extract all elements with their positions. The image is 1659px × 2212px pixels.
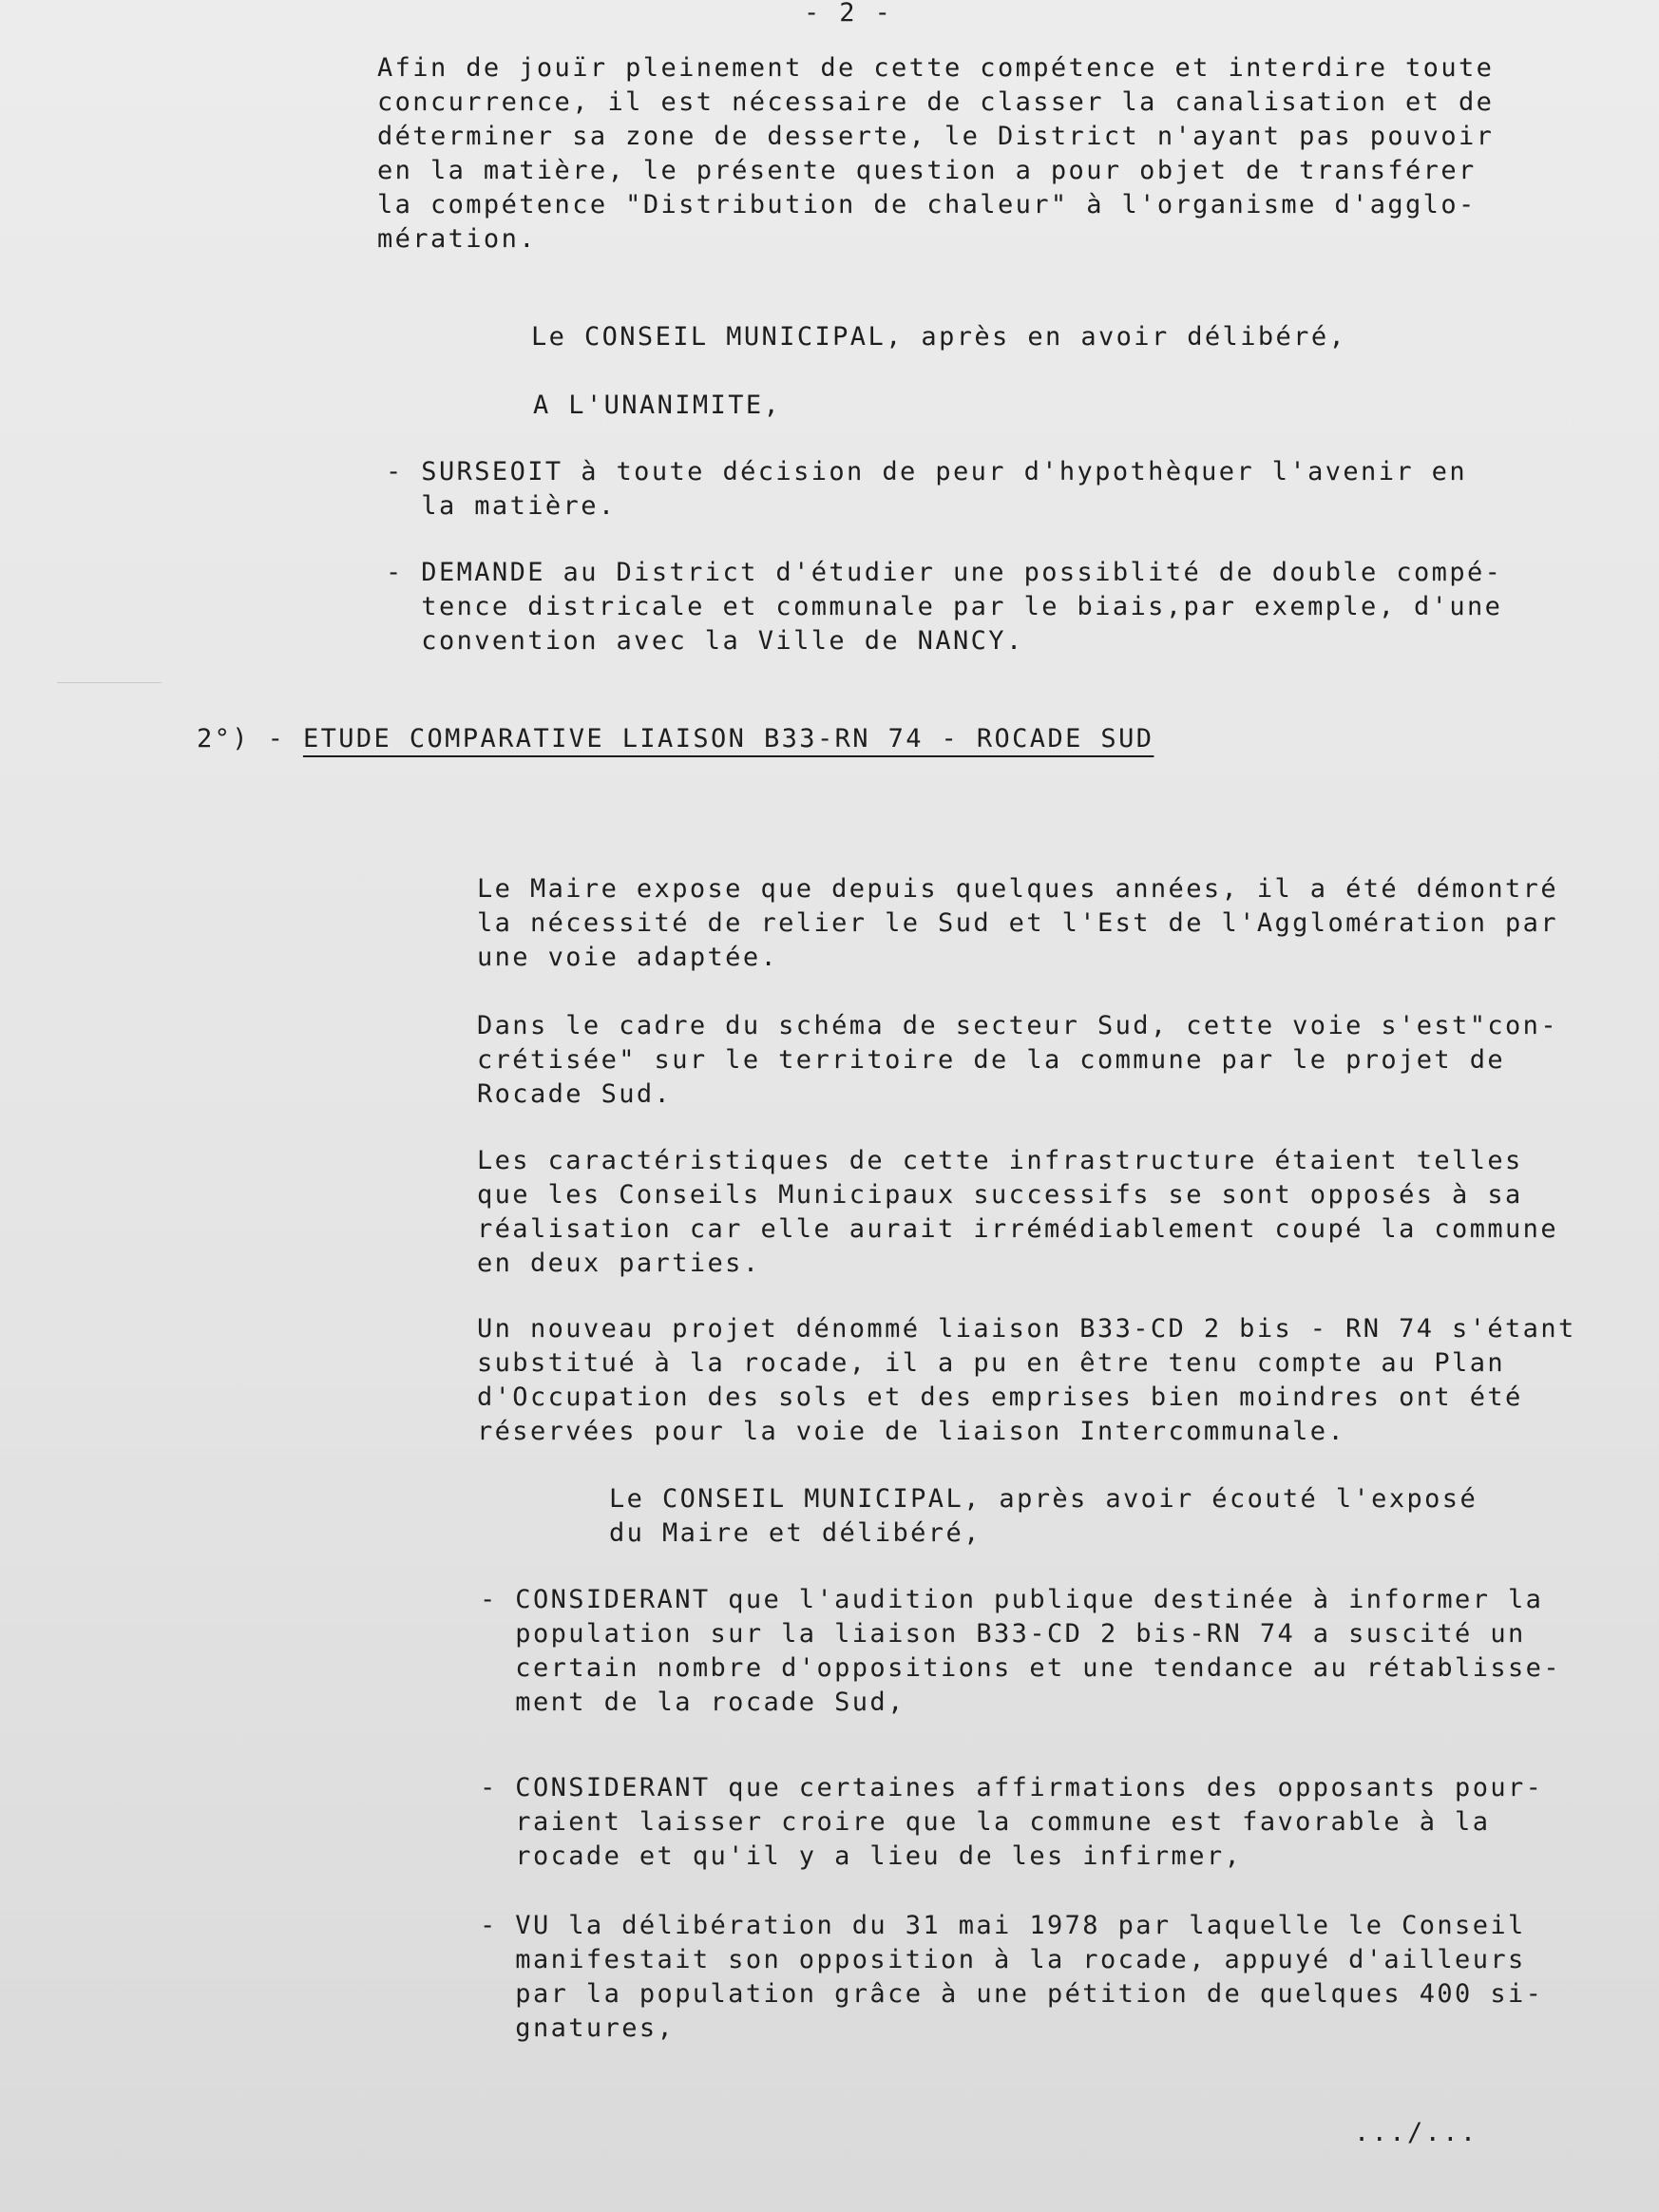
text-line: Rocade Sud. [477, 1079, 673, 1109]
text-line: réalisation car elle aurait irrémédiablement coupé la commune [477, 1214, 1558, 1244]
text-line: rocade et qu'il y a lieu de les infirmer, [480, 1841, 1243, 1871]
text-line: par la population grâce à une pétition de quelques 400 si- [480, 1979, 1544, 2009]
text-line: gnatures, [480, 2013, 676, 2043]
text-line: - VU la délibération du 31 mai 1978 par laquelle le Conseil [480, 1911, 1526, 1940]
text-line: Un nouveau projet dénommé liaison B33-CD 2 bis - RN 74 s'étant [477, 1314, 1576, 1344]
continuation-mark: .../... [1354, 2118, 1478, 2147]
paragraph-expose [477, 872, 1558, 975]
paragraph-caracteristiques [477, 1144, 1558, 1281]
intro-paragraph [377, 51, 1494, 257]
text-line: la compétence "Distribution de chaleur" à l'organisme d'agglo- [377, 190, 1477, 219]
council-deliberation-1: Le CONSEIL MUNICIPAL, après en avoir délibéré, [531, 322, 1347, 352]
page-number: - 2 - [804, 0, 893, 28]
text-line: concurrence, il est nécessaire de classer la canalisation et de [377, 87, 1495, 117]
text-line: raient laisser croire que la commune est favorable à la [480, 1807, 1491, 1837]
text-line: - DEMANDE au District d'étudier une possiblité de double compé- [386, 558, 1503, 587]
text-line: tence districale et communale par le biais,par exemple, d'une [386, 592, 1503, 621]
decision-surseoit [386, 455, 1467, 524]
paragraph-schema [477, 1009, 1558, 1112]
text-line: manifestait son opposition à la rocade, appuyé d'ailleurs [480, 1945, 1526, 1974]
text-line: crétisée" sur le territoire de la commune par le projet de [477, 1045, 1506, 1075]
council-deliberation-2 [609, 1482, 1478, 1551]
paragraph-nouveau-projet [477, 1312, 1576, 1449]
text-line: mération. [377, 224, 537, 254]
text-line: Afin de jouïr pleinement de cette compétence et interdire toute [377, 53, 1495, 83]
section-heading [197, 722, 1154, 756]
decision-demande [386, 556, 1502, 658]
text-line: certain nombre d'oppositions et une tendance au rétablisse- [480, 1653, 1561, 1683]
text-line: substitué à la rocade, il a pu en être tenu compte au Plan [477, 1348, 1506, 1378]
unanimity-statement: A L'UNANIMITE, [533, 391, 782, 420]
text-line: une voie adaptée. [477, 943, 779, 972]
text-line: que les Conseils Municipaux successifs se sont opposés à sa [477, 1180, 1523, 1210]
text-line: Dans le cadre du schéma de secteur Sud, cette voie s'est"con- [477, 1011, 1558, 1040]
text-line: convention avec la Ville de NANCY. [386, 626, 1024, 656]
text-line: - CONSIDERANT que l'audition publique destinée à informer la [480, 1585, 1544, 1614]
text-line: d'Occupation des sols et des emprises bien moindres ont été [477, 1382, 1523, 1412]
left-edge-mark [57, 682, 162, 683]
text-line: en la matière, le présente question a pour objet de transférer [377, 156, 1477, 185]
considerant-affirmations [480, 1771, 1543, 1874]
vu-deliberation [480, 1909, 1543, 2046]
text-line: ment de la rocade Sud, [480, 1688, 906, 1717]
text-line: Le CONSEIL MUNICIPAL, après avoir écouté l'exposé [609, 1484, 1478, 1514]
section-number: 2°) - [197, 724, 303, 753]
section-title: ETUDE COMPARATIVE LIAISON B33-RN 74 - ROCADE SUD [302, 724, 1154, 753]
text-line: la matière. [386, 491, 617, 521]
text-line: Les caractéristiques de cette infrastructure étaient telles [477, 1146, 1523, 1175]
text-line: - SURSEOIT à toute décision de peur d'hypothèquer l'avenir en [386, 457, 1467, 486]
text-line: déterminer sa zone de desserte, le District n'ayant pas pouvoir [377, 122, 1495, 151]
text-line: - CONSIDERANT que certaines affirmations des opposants pour- [480, 1773, 1544, 1802]
considerant-audition [480, 1583, 1561, 1720]
text-line: population sur la liaison B33-CD 2 bis-RN 74 a suscité un [480, 1619, 1526, 1649]
text-line: la nécessité de relier le Sud et l'Est de l'Agglomération par [477, 908, 1558, 938]
text-line: Le Maire expose que depuis quelques années, il a été démontré [477, 874, 1558, 904]
text-line: réservées pour la voie de liaison Intercommunale. [477, 1417, 1346, 1446]
text-line: du Maire et délibéré, [609, 1518, 982, 1548]
text-line: en deux parties. [477, 1249, 761, 1278]
